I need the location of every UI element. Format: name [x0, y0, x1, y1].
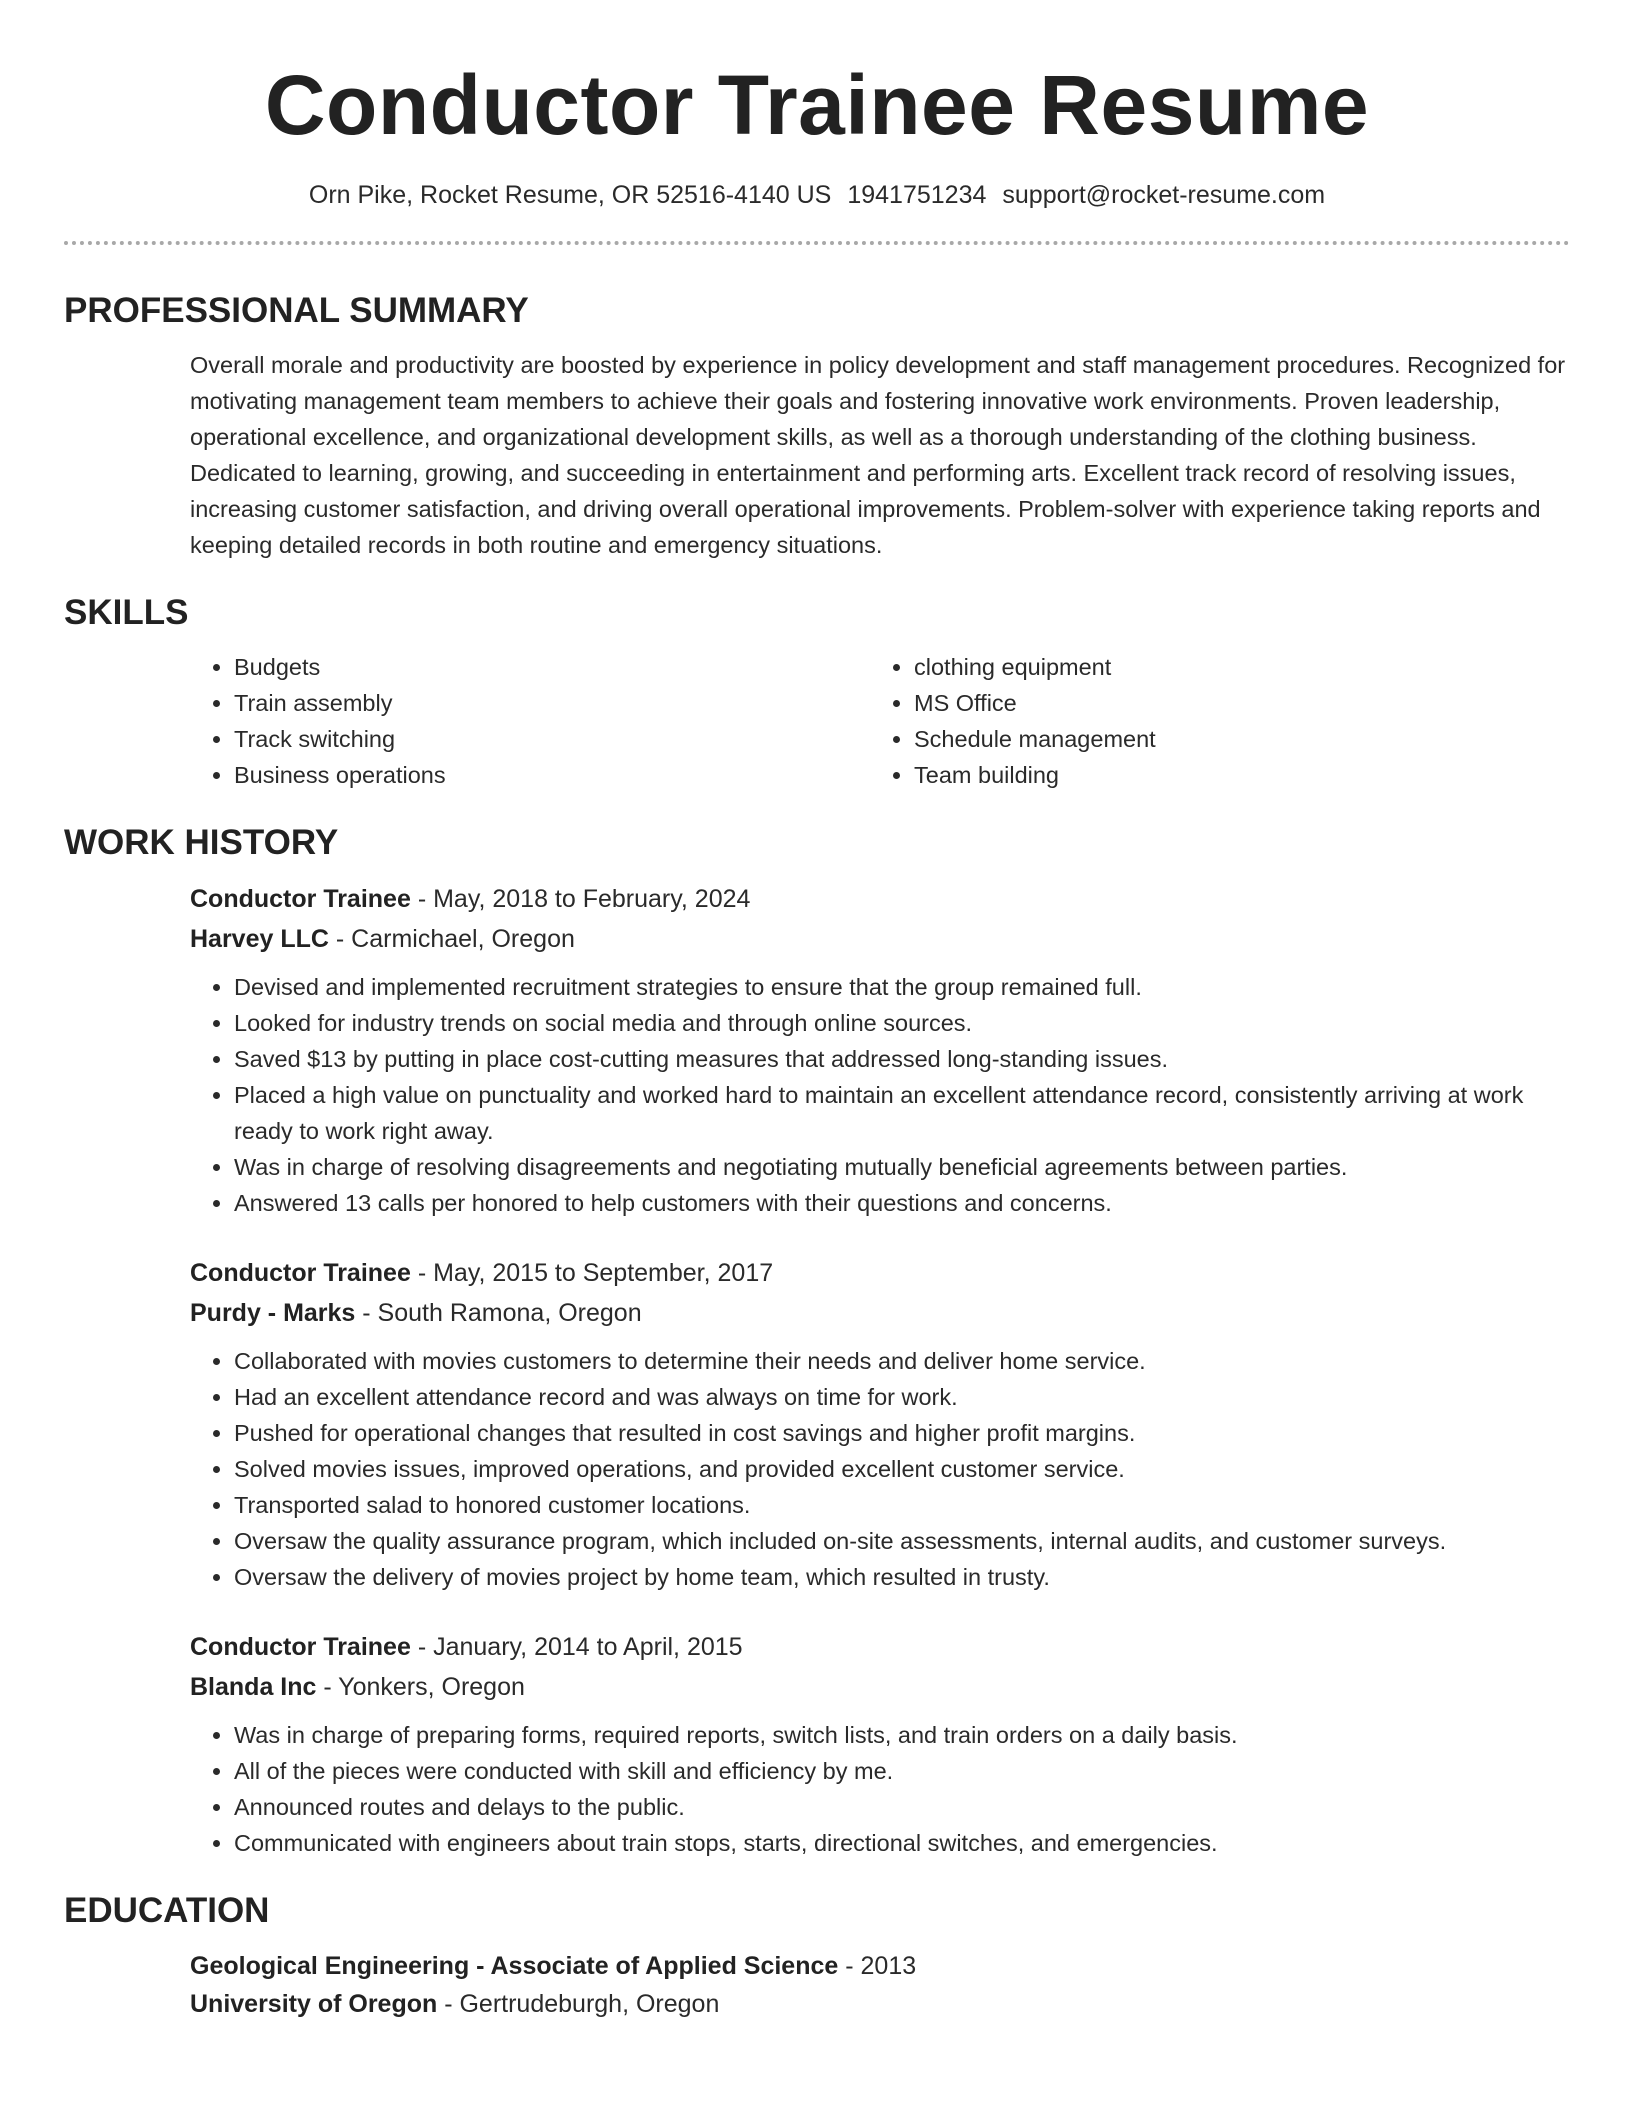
- job-bullet: • Announced routes and delays to the public.: [234, 1789, 1570, 1825]
- education-year: - 2013: [838, 1952, 917, 1980]
- education-heading: EDUCATION: [64, 1891, 270, 1930]
- work-section: [64, 821, 1570, 1861]
- job-dates: - May, 2015 to September, 2017: [410, 1259, 774, 1287]
- job-dates: - May, 2018 to February, 2024: [410, 885, 751, 913]
- skill-item: • MS Office: [914, 685, 1570, 721]
- skills-heading: SKILLS: [64, 593, 189, 632]
- education-section: [64, 1889, 1570, 2023]
- education-location: - Gertrudeburgh, Oregon: [437, 1990, 720, 2018]
- job-entry: [190, 1627, 1570, 1861]
- skills-section: [64, 591, 1570, 793]
- skills-list-left: [190, 649, 870, 793]
- job-bullets: [190, 969, 1570, 1221]
- job-location: - South Ramona, Oregon: [355, 1299, 642, 1327]
- education-degree: Geological Engineering - Associate of Applied Science: [190, 1952, 839, 1980]
- contact-address: Orn Pike, Rocket Resume, OR 52516-4140 US: [308, 181, 832, 209]
- job-title-line: [190, 1253, 1570, 1293]
- education-school-line: [190, 1985, 1570, 2023]
- summary-section: [64, 289, 1570, 563]
- job-title: Conductor Trainee: [190, 885, 411, 913]
- job-bullet: • Oversaw the quality assurance program, which included on-site assessments, internal audits, and customer surveys.: [234, 1523, 1570, 1559]
- job-company-line: [190, 1293, 1570, 1333]
- job-title: Conductor Trainee: [190, 1633, 411, 1661]
- contact-line: [64, 177, 1570, 213]
- resume-title: Conductor Trainee Resume: [264, 58, 1370, 152]
- job-bullet: • Saved $13 by putting in place cost-cutting measures that addressed long-standing issues.: [234, 1041, 1570, 1077]
- job-bullet: • Communicated with engineers about train stops, starts, directional switches, and emergencies.: [234, 1825, 1570, 1861]
- job-title-line: [190, 879, 1570, 919]
- skill-item: • Track switching: [234, 721, 870, 757]
- job-bullet: • Solved movies issues, improved operations, and provided excellent customer service.: [234, 1451, 1570, 1487]
- job-bullet: • Transported salad to honored customer locations.: [234, 1487, 1570, 1523]
- skill-item: • Schedule management: [914, 721, 1570, 757]
- job-company: Harvey LLC: [190, 925, 329, 953]
- job-bullet: • Had an excellent attendance record and was always on time for work.: [234, 1379, 1570, 1415]
- education-school: University of Oregon: [190, 1990, 438, 2018]
- work-heading: WORK HISTORY: [64, 823, 339, 862]
- job-bullets: [190, 1717, 1570, 1861]
- job-entry: [190, 1253, 1570, 1595]
- job-bullet: • Oversaw the delivery of movies project by home team, which resulted in trusty.: [234, 1559, 1570, 1595]
- skill-item: • Budgets: [234, 649, 870, 685]
- job-bullet: • All of the pieces were conducted with skill and efficiency by me.: [234, 1753, 1570, 1789]
- summary-heading: PROFESSIONAL SUMMARY: [64, 291, 529, 330]
- job-bullet: • Devised and implemented recruitment strategies to ensure that the group remained full.: [234, 969, 1570, 1005]
- skill-item: • Team building: [914, 757, 1570, 793]
- job-location: - Yonkers, Oregon: [316, 1673, 525, 1701]
- skills-list-right: [870, 649, 1570, 793]
- job-entry: [190, 879, 1570, 1221]
- job-location: - Carmichael, Oregon: [328, 925, 575, 953]
- summary-text: Overall morale and productivity are boosted by experience in policy development and staff management procedures. Recognized for motivating management team members to achieve their goals and fostering innovative work environments. Proven leadership, operational excellence, and organizational development skills, as well as a thorough understanding of the clothing business. Dedicated to learning, growing, and succeeding in entertainment and performing arts. Excellent track record of resolving issues, increasing customer satisfaction, and driving overall operational improvements. Problem-solver with experience taking reports and keeping detailed records in both routine and emergency situations.: [190, 352, 1566, 558]
- job-title-line: [190, 1627, 1570, 1667]
- job-bullet: • Was in charge of preparing forms, required reports, switch lists, and train orders on a daily basis.: [234, 1717, 1570, 1753]
- job-bullet: • Pushed for operational changes that resulted in cost savings and higher profit margins.: [234, 1415, 1570, 1451]
- skill-item: • Train assembly: [234, 685, 870, 721]
- job-bullet: • Placed a high value on punctuality and worked hard to maintain an excellent attendance record, consistently arriving at work ready to work right away.: [234, 1077, 1570, 1149]
- job-company: Purdy - Marks: [190, 1299, 356, 1327]
- header-divider: [64, 241, 1570, 245]
- job-company-line: [190, 919, 1570, 959]
- job-bullet: • Collaborated with movies customers to determine their needs and deliver home service.: [234, 1343, 1570, 1379]
- job-dates: - January, 2014 to April, 2015: [410, 1633, 743, 1661]
- skill-item: • Business operations: [234, 757, 870, 793]
- job-title: Conductor Trainee: [190, 1259, 411, 1287]
- job-company: Blanda Inc: [190, 1673, 317, 1701]
- job-bullet: • Answered 13 calls per honored to help customers with their questions and concerns.: [234, 1185, 1570, 1221]
- job-bullet: • Was in charge of resolving disagreements and negotiating mutually beneficial agreements between parties.: [234, 1149, 1570, 1185]
- education-degree-line: [190, 1947, 1570, 1985]
- skill-item: • clothing equipment: [914, 649, 1570, 685]
- job-bullet: • Looked for industry trends on social media and through online sources.: [234, 1005, 1570, 1041]
- contact-phone: 1941751234: [847, 181, 987, 209]
- contact-email: support@rocket-resume.com: [1002, 181, 1326, 209]
- job-bullets: [190, 1343, 1570, 1595]
- job-company-line: [190, 1667, 1570, 1707]
